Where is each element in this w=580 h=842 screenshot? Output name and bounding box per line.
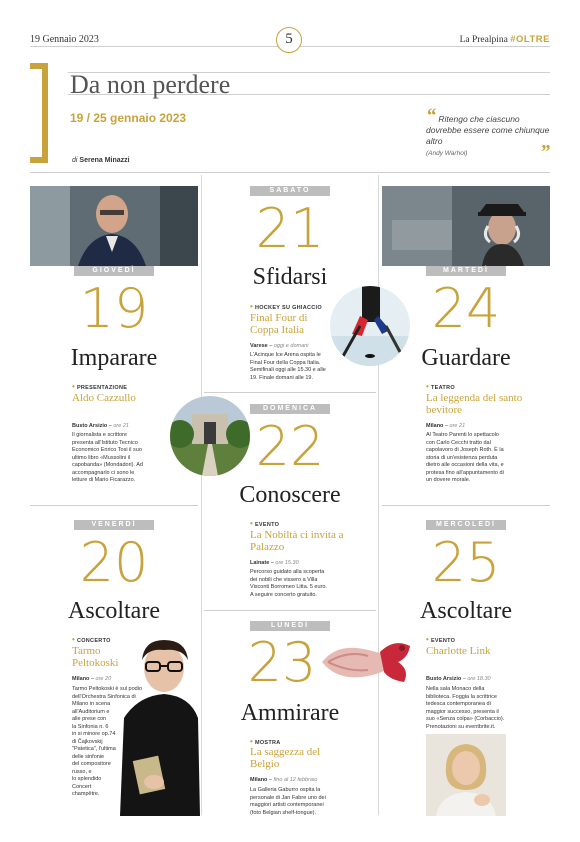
category-sun: • EVENTO	[250, 519, 280, 528]
day-number-fri: 20	[79, 531, 149, 594]
photo-carlo-cecchi	[382, 186, 550, 266]
photo-villa-litta	[170, 396, 250, 476]
event-title-wed: Charlotte Link	[426, 645, 491, 657]
intro-divider	[30, 172, 550, 173]
column-divider-left	[201, 175, 202, 815]
divider-sun	[204, 610, 376, 611]
category-wed: • EVENTO	[426, 635, 456, 644]
event-title-mon: La saggezza del Belgio	[250, 746, 321, 770]
verb-sat: Sfidarsi	[252, 264, 328, 290]
day-number-thu: 19	[79, 277, 149, 340]
bullet-icon: •	[250, 737, 254, 746]
day-label-tue: MARTEDÌ	[426, 266, 506, 276]
bullet-icon: •	[250, 519, 254, 528]
brand-name: La Prealpina	[459, 35, 508, 45]
photo-aldo-cazzullo	[30, 186, 198, 266]
location-fri: Milano – ore 20	[72, 676, 112, 682]
location-wed: Busto Arsizio – ore 18.30	[426, 676, 491, 682]
body-tue: Al Teatro Parenti lo spettacolo con Carlo Cecchi tratto dal capolavoro di Joseph Roth. È la storia di un'esistenza perduta dietro alle occasioni della vita, e protesa fino all'appuntamento di un dovere morale.	[426, 432, 504, 483]
quote-open-icon: “	[426, 105, 436, 127]
body-sun: Percorso guidato alla scoperta dei nobili che vissero a Villa Visconti Borromeo Litta. 5 euro. A seguire concerto gratuito.	[250, 569, 327, 598]
category-fri: • CONCERTO	[72, 635, 111, 644]
column-divider-right	[378, 175, 379, 815]
byline: di Serena Minazzi	[72, 157, 130, 164]
verb-mon: Ammirare	[240, 700, 340, 726]
event-title-fri: Tarmo Peltokoski	[72, 645, 119, 669]
day-number-sat: 21	[255, 197, 325, 260]
brand-suffix: #OLTRE	[510, 34, 550, 45]
quote-author: (Andy Warhol)	[426, 150, 468, 157]
day-number-tue: 24	[431, 277, 501, 340]
bracket-icon	[30, 63, 48, 163]
body-thu: Il giornalista e scrittore presenta all'Istituto Tecnico Economico Enrico Tosi il suo ultimo libro «Mussolini il capobanda» (Mondadori). Ad accompagnarlo ci sono le letture di Mario Ficarazzo.	[72, 432, 143, 483]
divider-thu	[30, 505, 198, 506]
brand	[460, 34, 550, 45]
bullet-icon: •	[426, 382, 430, 391]
issue-date: 19 Gennaio 2023	[30, 34, 99, 45]
day-label-thu: GIOVEDÌ	[74, 266, 154, 276]
category-sat: • HOCKEY SU GHIACCIO	[250, 302, 322, 311]
location-sun: Lainate – ore 15.30	[250, 560, 299, 566]
verb-tue: Guardare	[421, 345, 511, 371]
quote-close-icon: ”	[540, 141, 550, 163]
category-tue: • TEATRO	[426, 382, 455, 391]
day-label-sun: DOMENICA	[250, 404, 330, 414]
body-mon: La Galleria Gaburro ospita la personale di Jan Fabre uno dei maggiori artisti contemporanei (foto Belgian shelf-tongue).	[250, 787, 326, 816]
verb-wed: Ascoltare	[420, 598, 512, 624]
verb-sun: Conoscere	[239, 482, 341, 508]
photo-tarmo-peltokoski	[118, 626, 200, 816]
day-label-mon: LUNEDÌ	[250, 621, 330, 631]
event-title-thu: Aldo Cazzullo	[72, 392, 136, 404]
photo-charlotte-link	[426, 734, 506, 816]
quote-box	[426, 105, 550, 163]
divider-sat	[204, 392, 376, 393]
location-sat: Varese – oggi e domani	[250, 343, 309, 349]
bullet-icon: •	[72, 382, 76, 391]
location-mon: Milano – fino al 12 febbraio	[250, 777, 318, 783]
day-label-sat: SABATO	[250, 186, 330, 196]
body-sat: L'Acinque Ice Arena ospita le Final Four della Coppa Italia. Semifinali oggi alle 15.30 e alle 19. Finale domani alle 19.	[250, 352, 326, 381]
bullet-icon: •	[250, 302, 254, 311]
event-title-sat: Final Four di Coppa Italia	[250, 312, 308, 336]
photo-jan-fabre-sculpture	[318, 636, 414, 688]
bullet-icon: •	[426, 635, 430, 644]
verb-thu: Imparare	[70, 345, 158, 371]
verb-fri: Ascoltare	[68, 598, 160, 624]
category-mon: • MOSTRA	[250, 737, 281, 746]
author-name: Serena Minazzi	[79, 157, 130, 164]
day-number-sun: 22	[255, 415, 325, 478]
location-tue: Milano – ore 21	[426, 423, 466, 429]
event-title-tue: La leggenda del santo bevitore	[426, 392, 523, 416]
body-wed: Nella sala Monaco della biblioteca. Foggia la scrittrice tedesca contemporanea di maggior successo, presenta il suo «Senza colpa» (Corbaccio). Prenotazioni su eventbrite.it.	[426, 686, 505, 730]
day-number-mon: 23	[247, 631, 317, 694]
bullet-icon: •	[72, 635, 76, 644]
day-number-wed: 25	[431, 531, 501, 594]
body-fri: Tarmo Peltokoski è sul podio dell'Orchestra Sinfonica di Milano in scena all'Auditorium e alle prese con la Sinfonia n. 6 in si minore op.74 di Čajkovskij "Patetica", l'ultima delle sinfonie del compositore russo, e lo splendido Concert champêtre.	[72, 686, 143, 797]
location-thu: Busto Arsizio – ore 21	[72, 423, 129, 429]
date-range: 19 / 25 gennaio 2023	[70, 111, 187, 125]
event-title-sun: La Nobiltà ci invita a Palazzo	[250, 529, 344, 553]
page-title: Da non perdere	[70, 70, 231, 99]
day-label-wed: MERCOLEDÌ	[426, 520, 506, 530]
day-label-fri: VENERDÌ	[74, 520, 154, 530]
category-thu: • PRESENTAZIONE	[72, 382, 128, 391]
divider-tue	[382, 505, 550, 506]
quote-text: Ritengo che ciascuno dovrebbe essere come chiunque altro	[426, 114, 550, 146]
page-number: 5	[276, 27, 302, 53]
